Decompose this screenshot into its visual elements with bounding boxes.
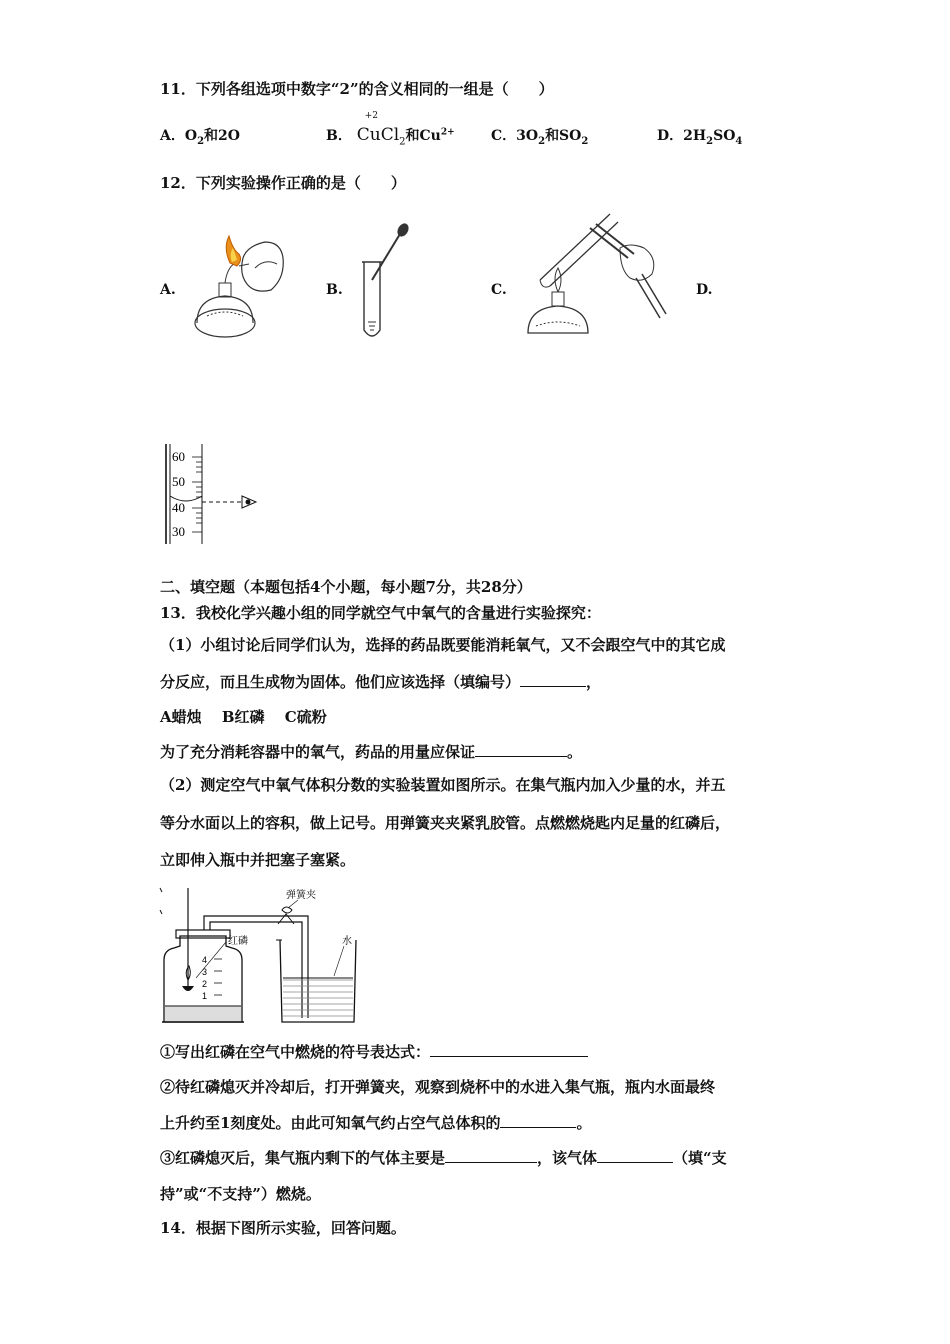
q11-option-d: D．$2H_2SO_4$ xyxy=(657,128,743,147)
cylinder-tick-50: 50 xyxy=(172,474,185,489)
q11-option-b: B． +2 CuCl$_2$和$Cu^{2+}$ xyxy=(326,111,455,148)
q12-label-c: C. xyxy=(491,282,507,298)
apparatus-label-phosphorus: 红磷 xyxy=(228,936,248,947)
cylinder-tick-40: 40 xyxy=(172,500,185,515)
q12-label-a: A. xyxy=(160,282,176,298)
q13-p2-line1: （2）测定空气中氧气体积分数的实验装置如图所示。在集气瓶内加入少量的水，并五 xyxy=(160,776,726,794)
q13-blank-support[interactable] xyxy=(597,1148,673,1163)
q13-blank-fraction[interactable] xyxy=(500,1113,576,1128)
q12-stem: 12．下列实验操作正确的是（ ） xyxy=(160,174,406,192)
apparatus-mark-4: 4 xyxy=(202,955,208,965)
q12-label-b: B. xyxy=(326,282,343,298)
q13-sub3-line2: 持”或“不支持”）燃烧。 xyxy=(160,1185,321,1203)
q13-stem: 13．我校化学兴趣小组的同学就空气中氧气的含量进行实验探究： xyxy=(160,604,601,622)
q13-blank-choice[interactable] xyxy=(520,672,586,687)
apparatus-mark-2: 2 xyxy=(202,979,208,989)
apparatus-mark-1: 1 xyxy=(202,991,208,1001)
q11-stem: 11．下列各组选项中数字“2”的含义相同的一组是（ ） xyxy=(160,80,554,98)
figure-oxygen-apparatus xyxy=(158,880,368,1030)
q13-blank-gas[interactable] xyxy=(445,1148,537,1163)
apparatus-label-clip: 弹簧夹 xyxy=(286,890,316,901)
apparatus-label-water: 水 xyxy=(342,936,352,947)
section-2-heading: 二、填空题（本题包括4个小题，每小题7分，共28分） xyxy=(160,578,532,596)
apparatus-mark-3: 3 xyxy=(202,967,208,977)
q12-label-d: D. xyxy=(696,282,713,298)
q13-p1-line4: 为了充分消耗容器中的氧气，药品的用量应保证 。 xyxy=(160,743,583,761)
cylinder-tick-60: 60 xyxy=(172,449,185,464)
q13-p2-line3: 立即伸入瓶中并把塞子塞紧。 xyxy=(160,851,356,869)
q11-option-c: C．$3O_2$和$SO_2$ xyxy=(491,128,589,147)
q13-sub2-line1: ②待红磷熄灭并冷却后，打开弹簧夹，观察到烧杯中的水进入集气瓶，瓶内水面最终 xyxy=(160,1078,716,1096)
q13-p2-line2: 等分水面以上的容积，做上记号。用弹簧夹夹紧乳胶管。点燃燃烧匙内足量的红磷后， xyxy=(160,814,731,832)
cylinder-tick-30: 30 xyxy=(172,524,185,539)
q13-blank-amount[interactable] xyxy=(475,742,567,757)
figure-d-cylinder-reading xyxy=(160,440,270,548)
q13-p1-line2: 分反应，而且生成物为固体。他们应该选择（填编号） ， xyxy=(160,673,602,691)
figure-a-lamp-lighting xyxy=(185,228,295,343)
q13-sub2-line2: 上升约至1刻度处。由此可知氧气约占空气总体积的 。 xyxy=(160,1114,592,1132)
q11-option-a: A．$O_2$和2O xyxy=(160,128,240,147)
q13-sub1: ①写出红磷在空气中燃烧的符号表达式： xyxy=(160,1041,588,1062)
q13-choices: A蜡烛 B红磷 C硫粉 xyxy=(160,708,327,726)
figure-c-heating-tube xyxy=(520,208,680,353)
q13-p1-line1: （1）小组讨论后同学们认为，选择的药品既要能消耗氧气，又不会跟空气中的其它成 xyxy=(160,636,726,654)
q13-blank-equation[interactable] xyxy=(430,1042,588,1057)
figure-b-dropper xyxy=(350,222,420,347)
q14-stem: 14．根据下图所示实验，回答问题。 xyxy=(160,1219,406,1237)
q13-sub3-line1: ③红磷熄灭后，集气瓶内剩下的气体主要是 ，该气体 （填“支 xyxy=(160,1149,727,1167)
